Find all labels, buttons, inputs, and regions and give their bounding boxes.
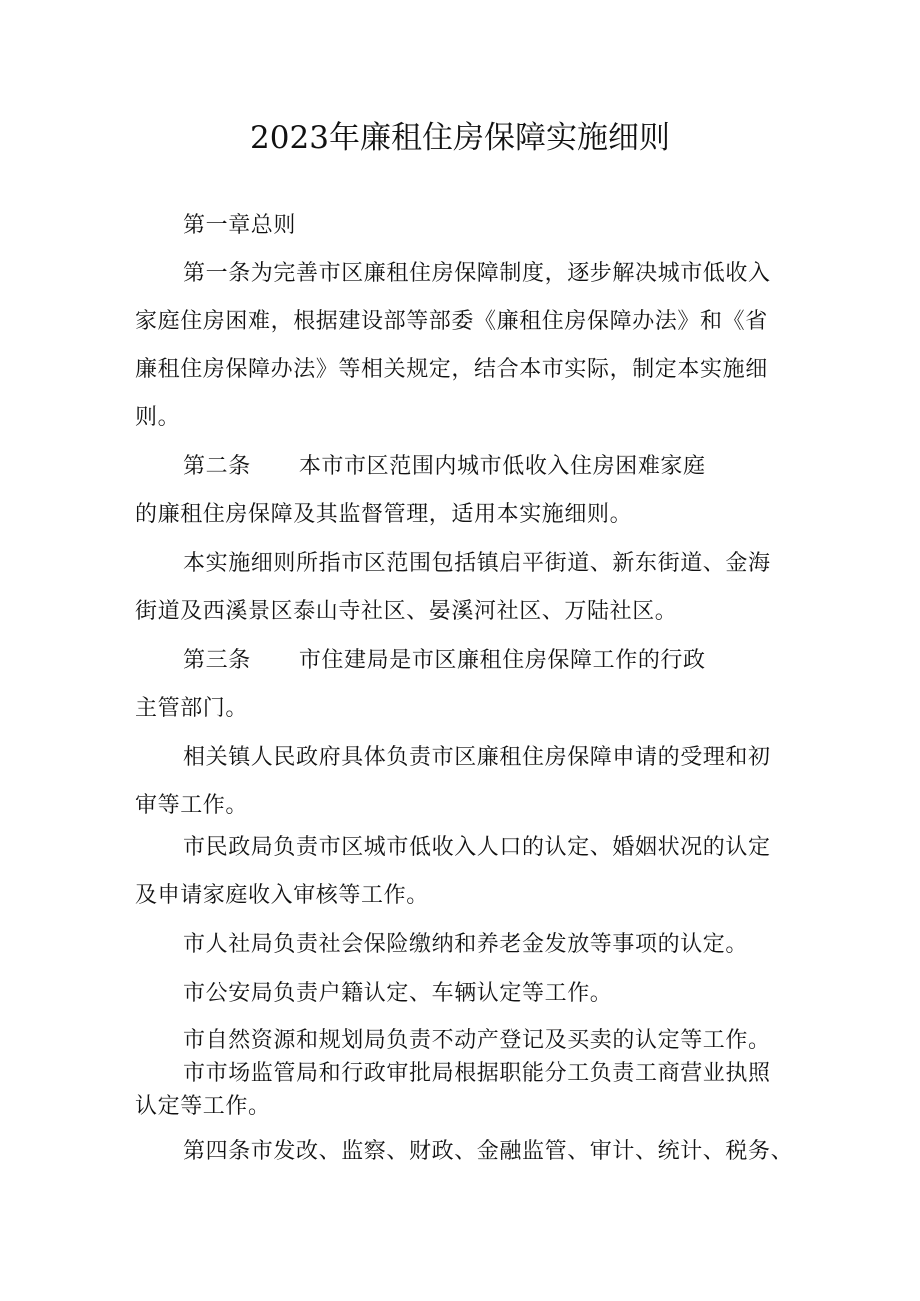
article-1-line-1: 第一条为完善市区廉租住房保障制度，逐步解决城市低收入 <box>183 261 771 286</box>
civil-line-1: 市民政局负责市区城市低收入人口的认定、婚姻状况的认定 <box>183 835 771 860</box>
article-1-line-3: 廉租住房保障办法》等相关规定，结合本市实际，制定本实施细 <box>135 357 768 382</box>
article-3-line-2: 主管部门。 <box>135 696 249 721</box>
article-1-line-4: 则。 <box>135 405 181 430</box>
scope-line-2: 街道及西溪景区泰山寺社区、晏溪河社区、万陆社区。 <box>135 599 678 624</box>
article-2-label: 第二条 <box>183 454 251 479</box>
town-line-2: 审等工作。 <box>135 793 249 818</box>
document-title: 2023年廉租住房保障实施细则 <box>250 120 670 156</box>
police-line: 市公安局负责户籍认定、车辆认定等工作。 <box>183 981 613 1006</box>
nature-line: 市自然资源和规划局负责不动产登记及买卖的认定等工作。 <box>183 1028 771 1053</box>
chapter-heading: 第一章总则 <box>183 213 297 238</box>
scope-line-1: 本实施细则所指市区范围包括镇启平街道、新东街道、金海 <box>183 551 771 576</box>
article-2-text: 本市市区范围内城市低收入住房困难家庭 <box>298 454 706 479</box>
civil-line-2: 及申请家庭收入审核等工作。 <box>135 883 429 908</box>
article-2-line-1 <box>183 451 706 483</box>
article-3-line-1 <box>183 645 706 677</box>
article-3-text: 市住建局是市区廉租住房保障工作的行政 <box>298 648 706 673</box>
town-line-1: 相关镇人民政府具体负责市区廉租住房保障申请的受理和初 <box>183 745 771 770</box>
market-line-2: 认定等工作。 <box>135 1094 271 1119</box>
article-2-line-2: 的廉租住房保障及其监督管理，适用本实施细则。 <box>135 502 633 527</box>
hr-line: 市人社局负责社会保险缴纳和养老金发放等事项的认定。 <box>183 932 749 957</box>
article-1-line-2: 家庭住房困难，根据建设部等部委《廉租住房保障办法》和《省 <box>135 309 768 334</box>
market-line-1: 市市场监管局和行政审批局根据职能分工负责工商营业执照 <box>183 1061 771 1086</box>
article-4-line-1: 第四条市发改、监察、财政、金融监管、审计、统计、税务、 <box>183 1139 794 1164</box>
article-3-label: 第三条 <box>183 648 251 673</box>
